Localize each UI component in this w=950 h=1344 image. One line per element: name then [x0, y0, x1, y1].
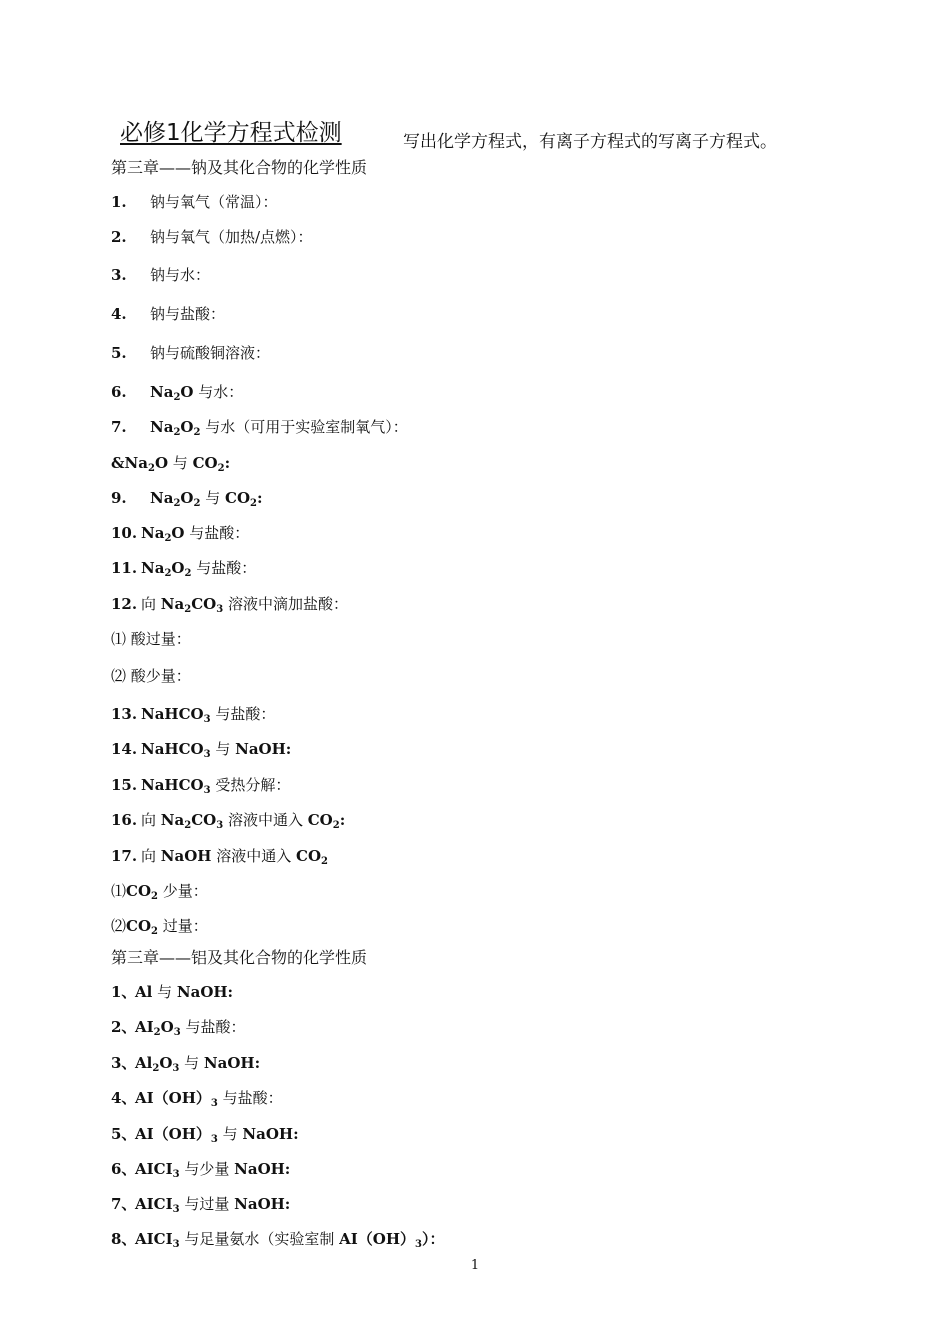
question-text: 向 — [141, 595, 161, 613]
question-item — [111, 191, 278, 212]
question-text: 与盐酸： — [210, 705, 276, 723]
subscript-text: 2 — [193, 498, 201, 509]
question-text: CO — [296, 847, 322, 865]
question-item — [111, 1052, 260, 1073]
subscript-text: 3 — [203, 714, 211, 725]
question-item — [111, 1193, 290, 1214]
question-number: 17. — [111, 847, 138, 865]
question-text: NaOH: — [176, 983, 234, 1001]
question-text: O — [180, 383, 194, 401]
question-text: 与盐酸： — [217, 1089, 283, 1107]
section-heading: 第三章——铝及其化合物的化学性质 — [111, 948, 368, 967]
question-text: 向 — [141, 811, 161, 829]
subscript-text: 3 — [210, 1098, 218, 1109]
question-text: O — [160, 1018, 174, 1036]
question-text: Na — [141, 559, 165, 577]
question-number: 1. — [111, 193, 127, 211]
question-item — [111, 880, 208, 901]
subscript-text: 3 — [216, 820, 224, 831]
question-text: 过量： — [158, 917, 208, 935]
question-number: 7、 — [111, 1195, 137, 1213]
question-text: Na — [141, 524, 165, 542]
question-item — [111, 774, 290, 795]
question-item — [111, 1123, 299, 1144]
question-number: 1、 — [111, 983, 137, 1001]
question-text: Na — [160, 811, 185, 829]
question-item — [111, 522, 249, 543]
question-number: 2、 — [111, 1018, 137, 1036]
question-text: AI（OH） — [135, 1089, 211, 1107]
question-item — [111, 665, 191, 686]
question-text: 与盐酸： — [191, 559, 257, 577]
question-item — [111, 557, 256, 578]
question-number: 3. — [111, 266, 127, 284]
subscript-text: 2 — [250, 498, 257, 509]
subscript-text: 3 — [210, 1134, 218, 1145]
question-item — [111, 738, 291, 759]
question-text: O — [180, 489, 194, 507]
question-text: CO — [307, 811, 333, 829]
question-text: CO — [126, 882, 152, 900]
subscript-text: 3 — [172, 1204, 180, 1215]
question-text: 向 — [141, 847, 161, 865]
question-text: : — [224, 454, 231, 472]
subscript-text: 3 — [172, 1063, 180, 1074]
question-text: ⑴ 酸过量： — [111, 630, 191, 648]
question-text: AI（OH） — [339, 1230, 416, 1248]
question-text: ）： — [422, 1230, 445, 1248]
question-number: 3、 — [111, 1054, 137, 1072]
question-number: 12. — [111, 595, 138, 613]
question-text: 少量： — [158, 882, 208, 900]
subscript-text: 3 — [172, 1169, 180, 1180]
question-text: ⑴ — [111, 882, 127, 900]
question-item — [111, 1228, 445, 1249]
question-number: 6. — [111, 383, 127, 401]
question-text: 受热分解： — [210, 776, 291, 794]
question-text: AICI — [135, 1230, 173, 1248]
subscript-text: 3 — [203, 749, 211, 760]
question-text: 与 — [210, 740, 236, 758]
question-number: 4、 — [111, 1089, 137, 1107]
question-item — [111, 487, 263, 508]
question-text: CO — [191, 811, 217, 829]
question-text: 与足量氨水（实验室制 — [179, 1230, 340, 1248]
question-text: NaHCO — [141, 776, 204, 794]
subscript-text: 2 — [147, 463, 155, 474]
question-item — [111, 1016, 245, 1037]
question-number: 13. — [111, 705, 138, 723]
question-item — [111, 981, 233, 1002]
subscript-text: 2 — [173, 498, 181, 509]
question-text: 钠与水： — [150, 266, 211, 284]
question-text: AICI — [135, 1195, 173, 1213]
question-number: 8、 — [111, 1230, 137, 1248]
question-text: 与 — [217, 1125, 243, 1143]
subscript-text: 3 — [203, 785, 211, 796]
question-text: ⑵ — [111, 917, 127, 935]
question-text: O — [159, 1054, 173, 1072]
question-text: 溶液中通入 — [211, 847, 296, 865]
question-item — [111, 809, 345, 830]
question-item — [111, 264, 210, 285]
question-number: 10. — [111, 524, 138, 542]
question-text: 与盐酸： — [180, 1018, 246, 1036]
question-text: 与过量 — [179, 1195, 235, 1213]
question-item — [111, 226, 313, 247]
question-text: NaOH: — [242, 1125, 299, 1143]
question-text: Na — [150, 489, 174, 507]
question-text: AI — [135, 1018, 154, 1036]
question-text: 与 — [200, 489, 225, 507]
question-text: : — [256, 489, 263, 507]
instruction-text: 写出化学方程式，有离子方程式的写离子方程式。 — [403, 132, 777, 152]
question-text: 与 — [152, 983, 177, 1001]
question-text: 溶液中滴加盐酸： — [223, 595, 348, 613]
question-text: Na — [150, 418, 174, 436]
question-number: 5、 — [111, 1125, 137, 1143]
subscript-text: 2 — [217, 463, 225, 474]
subscript-text: 2 — [153, 1027, 161, 1038]
question-item — [111, 703, 275, 724]
question-number: 4. — [111, 305, 127, 323]
question-text: 与少量 — [179, 1160, 235, 1178]
question-text: AI（OH） — [135, 1125, 211, 1143]
question-text: NaOH: — [234, 1195, 291, 1213]
question-text: CO — [191, 595, 217, 613]
question-text: NaOH: — [234, 1160, 291, 1178]
question-text: Na — [160, 595, 185, 613]
question-text: NaHCO — [141, 705, 204, 723]
question-text: 钠与氧气（常温）： — [150, 193, 278, 211]
subscript-text: 2 — [152, 1063, 160, 1074]
subscript-text: 2 — [151, 926, 158, 937]
question-text: 与 — [168, 454, 193, 472]
question-text: O — [154, 454, 169, 472]
question-item — [111, 452, 230, 473]
page-number: 1 — [470, 1258, 480, 1273]
subscript-text: 2 — [321, 856, 328, 867]
subscript-text: 2 — [184, 604, 192, 615]
subscript-text: 2 — [184, 820, 192, 831]
subscript-text: 3 — [173, 1027, 181, 1038]
question-text: Al — [135, 983, 153, 1001]
question-text: NaOH: — [203, 1054, 261, 1072]
question-text: : — [339, 811, 346, 829]
subscript-text: 2 — [184, 568, 192, 579]
question-item — [111, 381, 243, 402]
question-text: NaHCO — [141, 740, 204, 758]
question-text: CO — [225, 489, 251, 507]
section-heading: 第三章——钠及其化合物的化学性质 — [111, 158, 368, 177]
question-number: 5. — [111, 344, 127, 362]
question-number: 15. — [111, 776, 138, 794]
subscript-text: 2 — [173, 392, 181, 403]
question-item — [111, 845, 328, 866]
question-item — [111, 303, 225, 324]
question-item — [111, 915, 208, 936]
subscript-text: 3 — [172, 1239, 180, 1250]
subscript-text: 2 — [164, 533, 172, 544]
question-text: CO — [192, 454, 218, 472]
question-item — [111, 593, 348, 614]
question-number: 11. — [111, 559, 138, 577]
question-item — [111, 342, 270, 363]
question-text: Na — [150, 383, 174, 401]
subscript-text: 3 — [216, 604, 224, 615]
subscript-text: 2 — [332, 820, 340, 831]
question-text: 溶液中通入 — [223, 811, 308, 829]
subscript-text: 2 — [193, 427, 201, 438]
question-item — [111, 628, 191, 649]
question-item — [111, 1087, 283, 1108]
question-text: ⑵ 酸少量： — [111, 667, 191, 685]
question-text: 与盐酸： — [184, 524, 250, 542]
question-text: O — [180, 418, 194, 436]
subscript-text: 2 — [151, 891, 158, 902]
question-number: 2. — [111, 228, 127, 246]
subscript-text: 3 — [415, 1239, 423, 1250]
question-text: 与水（可用于实验室制氧气）： — [200, 418, 408, 436]
question-text: Al — [135, 1054, 153, 1072]
question-number: 6、 — [111, 1160, 137, 1178]
question-item — [111, 1158, 290, 1179]
question-text: 钠与盐酸： — [150, 305, 226, 323]
question-text: CO — [126, 917, 152, 935]
question-number: 16. — [111, 811, 138, 829]
question-text: &Na — [111, 454, 148, 472]
question-text: 钠与硫酸铜溶液： — [150, 344, 271, 362]
question-number: 14. — [111, 740, 138, 758]
subscript-text: 2 — [164, 568, 172, 579]
question-text: NaOH — [160, 847, 212, 865]
question-text: 钠与氧气（加热/点燃）： — [150, 228, 313, 246]
question-text: AICI — [135, 1160, 173, 1178]
question-text: 与 — [179, 1054, 204, 1072]
question-item — [111, 416, 408, 437]
question-text: 与水： — [193, 383, 244, 401]
document-title: 必修1化学方程式检测 — [120, 120, 342, 146]
question-number: 9. — [111, 489, 127, 507]
question-text: O — [171, 559, 185, 577]
subscript-text: 2 — [173, 427, 181, 438]
question-text: O — [171, 524, 185, 542]
question-text: NaOH: — [235, 740, 292, 758]
question-number: 7. — [111, 418, 127, 436]
